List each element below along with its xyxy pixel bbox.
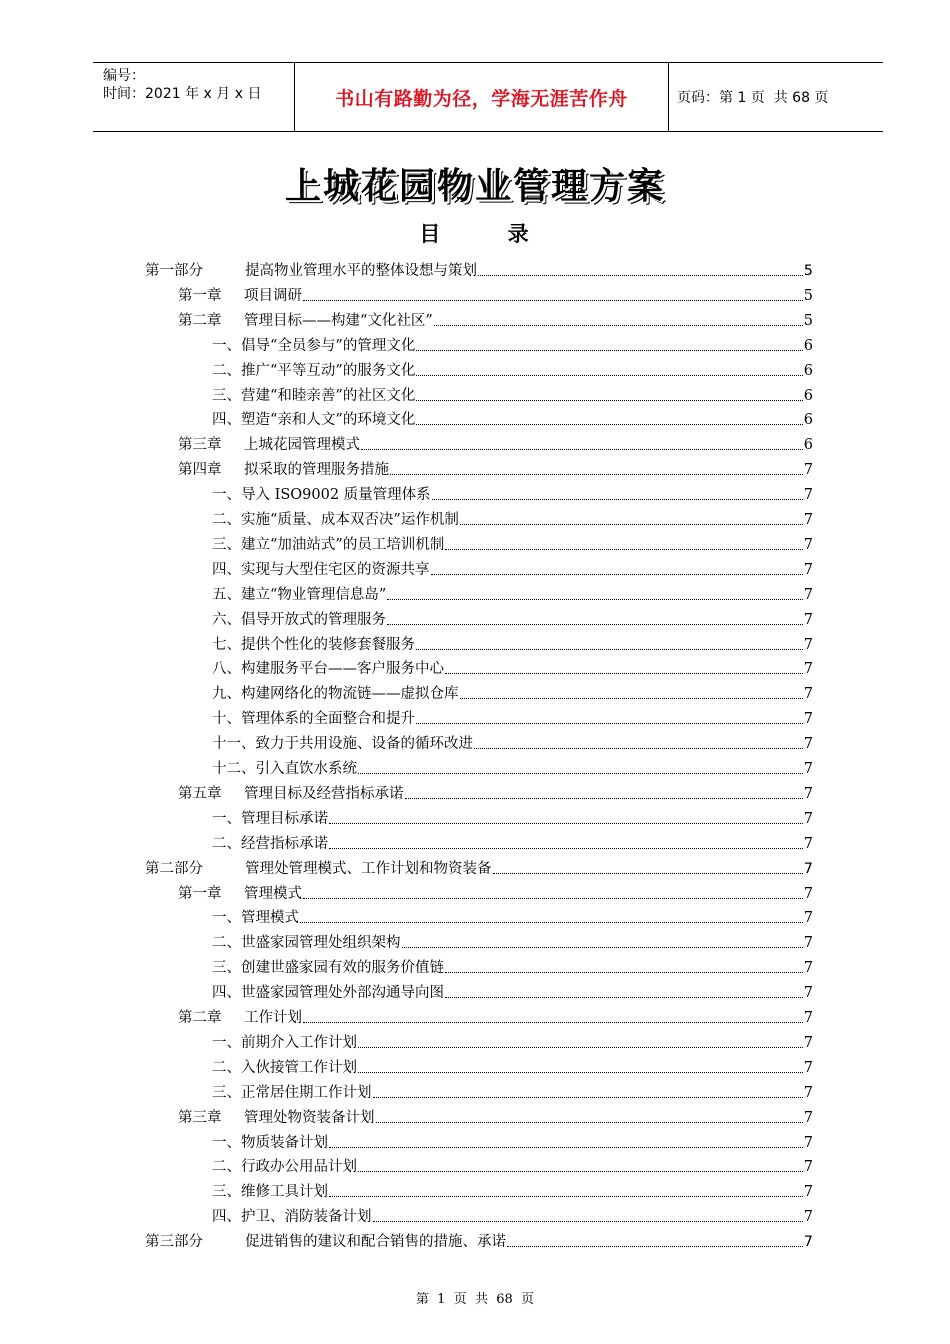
toc-entry[interactable] bbox=[212, 1203, 813, 1227]
toc-entry-title: 二、经营指标承诺 bbox=[212, 835, 328, 852]
toc-entry-page: 7 bbox=[803, 661, 813, 678]
toc-leader-dots bbox=[303, 300, 803, 301]
toc-entry-page: 7 bbox=[803, 536, 813, 553]
toc-leader-dots bbox=[376, 1122, 803, 1123]
toc-entry-page: 5 bbox=[803, 263, 813, 279]
toc-leader-dots bbox=[329, 823, 803, 824]
toc-entry-title: 四、实现与大型住宅区的资源共享 bbox=[212, 561, 430, 578]
toc-entry[interactable] bbox=[212, 954, 813, 978]
toc-entry-page: 7 bbox=[803, 686, 813, 703]
toc-leader-dots bbox=[416, 400, 802, 401]
toc-entry[interactable] bbox=[212, 680, 813, 704]
toc-entry[interactable] bbox=[212, 705, 813, 729]
toc-leader-dots bbox=[460, 524, 803, 525]
toc-entry[interactable] bbox=[212, 531, 813, 555]
document-title: 上城花园物业管理方案 bbox=[284, 166, 665, 207]
toc-entry-title: 管理目标及经营指标承诺 bbox=[244, 785, 404, 802]
toc-entry-title: 管理目标——构建“文化社区” bbox=[244, 312, 433, 329]
toc-entry-title: 促进销售的建议和配合销售的措施、承诺 bbox=[245, 1234, 506, 1251]
toc-entry-page: 7 bbox=[803, 761, 813, 777]
toc-leader-dots bbox=[361, 449, 803, 450]
toc-entry-page: 7 bbox=[803, 810, 813, 827]
toc-entry-page: 7 bbox=[803, 586, 813, 603]
toc-entry[interactable] bbox=[212, 506, 813, 530]
toc-entry-page: 7 bbox=[803, 611, 813, 628]
toc-leader-dots bbox=[329, 1147, 803, 1148]
toc-entry-title: 四、塑造“亲和人文”的环境文化 bbox=[212, 412, 416, 429]
toc-leader-dots bbox=[434, 325, 803, 326]
toc-entry-page: 7 bbox=[803, 785, 813, 802]
toc-entry-title: 六、倡导开放式的管理服务 bbox=[212, 611, 386, 628]
toc-leader-dots bbox=[402, 947, 803, 948]
toc-entry-page: 7 bbox=[803, 935, 813, 952]
toc-entry-page: 7 bbox=[803, 636, 813, 653]
toc-entry-number: 第三章 bbox=[178, 1109, 222, 1126]
toc-leader-dots bbox=[507, 1246, 803, 1247]
toc-entry-number: 第一章 bbox=[178, 287, 222, 304]
toc-heading: 目 录 bbox=[419, 222, 559, 246]
toc-entry[interactable] bbox=[145, 1228, 813, 1252]
toc-entry[interactable] bbox=[212, 1029, 813, 1053]
toc-entry-title: 三、营建“和睦亲善”的社区文化 bbox=[212, 387, 416, 404]
toc-entry-title: 四、世盛家园管理处外部沟通导向图 bbox=[212, 985, 444, 1002]
toc-leader-dots bbox=[460, 698, 803, 699]
toc-entry[interactable] bbox=[212, 332, 813, 356]
toc-entry-page: 7 bbox=[803, 711, 813, 728]
toc-entry-number: 第二章 bbox=[178, 312, 222, 329]
toc-entry-title: 三、正常居住期工作计划 bbox=[212, 1084, 372, 1101]
toc-leader-dots bbox=[416, 723, 803, 724]
toc-leader-dots bbox=[303, 898, 803, 899]
toc-entry-page: 6 bbox=[803, 437, 813, 454]
toc-leader-dots bbox=[358, 1047, 803, 1048]
toc-entry[interactable] bbox=[178, 880, 813, 904]
toc-leader-dots bbox=[431, 574, 803, 575]
toc-leader-dots bbox=[474, 748, 803, 749]
toc-entry-title: 七、提供个性化的装修套餐服务 bbox=[212, 636, 415, 653]
toc-leader-dots bbox=[416, 424, 802, 425]
toc-entry[interactable] bbox=[178, 1004, 813, 1028]
toc-leader-dots bbox=[416, 350, 802, 351]
header-meta bbox=[93, 63, 293, 131]
toc-entry-page: 7 bbox=[803, 885, 813, 902]
toc-entry-number: 第四章 bbox=[178, 462, 222, 479]
doc-number-label: 编号： bbox=[103, 68, 145, 84]
toc-entry[interactable] bbox=[178, 431, 813, 455]
toc-leader-dots bbox=[445, 673, 803, 674]
toc-leader-dots bbox=[445, 549, 802, 550]
toc-entry[interactable] bbox=[212, 631, 813, 655]
toc-entry[interactable] bbox=[178, 282, 813, 306]
toc-leader-dots bbox=[373, 1221, 803, 1222]
toc-entry[interactable] bbox=[212, 406, 813, 430]
toc-entry-title: 十二、引入直饮水系统 bbox=[212, 761, 357, 777]
toc-entry-title: 工作计划 bbox=[244, 1010, 302, 1026]
toc-entry-title: 一、管理模式 bbox=[212, 910, 299, 927]
toc-entry-title: 九、构建网络化的物流链——虚拟仓库 bbox=[212, 686, 459, 703]
header-page-info bbox=[669, 63, 883, 131]
toc-entry[interactable] bbox=[212, 904, 813, 928]
toc-entry-title: 二、入伙接管工作计划 bbox=[212, 1059, 357, 1076]
toc-entry-page: 6 bbox=[803, 362, 813, 379]
toc-entry[interactable] bbox=[212, 805, 813, 829]
toc-entry-page: 7 bbox=[803, 985, 813, 1002]
toc-entry-page: 7 bbox=[803, 1234, 813, 1251]
toc-entry[interactable] bbox=[212, 581, 813, 605]
time-label: 时间：2021 年 x 月 x 日 bbox=[103, 86, 262, 102]
toc-entry-page: 7 bbox=[803, 1209, 813, 1226]
toc-entry-title: 一、倡导“全员参与”的管理文化 bbox=[212, 337, 416, 354]
toc-entry[interactable] bbox=[178, 307, 813, 331]
toc-leader-dots bbox=[358, 773, 803, 774]
toc-leader-dots bbox=[416, 649, 803, 650]
toc-entry-page: 6 bbox=[803, 337, 813, 354]
toc-entry-title: 二、实施“质量、成本双否决”运作机制 bbox=[212, 512, 459, 528]
toc-entry-number: 第一部分 bbox=[145, 263, 203, 279]
toc-entry-title: 二、推广“平等互动”的服务文化 bbox=[212, 362, 416, 379]
page-label: 页码：第 1 页 共 68 页 bbox=[677, 90, 829, 106]
toc-entry-title: 八、构建服务平台——客户服务中心 bbox=[212, 661, 444, 678]
toc-entry[interactable] bbox=[212, 1079, 813, 1103]
toc-entry[interactable] bbox=[212, 382, 813, 406]
toc-leader-dots bbox=[493, 873, 803, 874]
toc-entry-number: 第五章 bbox=[178, 785, 222, 802]
toc-entry[interactable] bbox=[212, 1054, 813, 1078]
toc-entry-number: 第二部分 bbox=[145, 860, 203, 877]
toc-entry-title: 提高物业管理水平的整体设想与策划 bbox=[245, 263, 477, 279]
toc-entry-page: 7 bbox=[803, 512, 813, 528]
toc-entry[interactable] bbox=[212, 1129, 813, 1153]
toc-entry[interactable] bbox=[178, 780, 813, 804]
toc-entry[interactable] bbox=[212, 730, 813, 754]
toc-entry[interactable] bbox=[212, 979, 813, 1003]
toc-entry-page: 6 bbox=[803, 387, 813, 404]
toc-entry-title: 一、管理目标承诺 bbox=[212, 810, 328, 827]
page-footer bbox=[0, 1288, 950, 1307]
toc-leader-dots bbox=[445, 972, 803, 973]
toc-entry-page: 7 bbox=[803, 1010, 813, 1026]
toc-entry-page: 7 bbox=[803, 561, 813, 578]
toc-entry-page: 7 bbox=[803, 462, 813, 479]
toc-leader-dots bbox=[329, 1196, 803, 1197]
page-header bbox=[93, 62, 883, 132]
toc-entry-page: 7 bbox=[803, 960, 813, 977]
toc-entry[interactable] bbox=[212, 556, 813, 580]
toc-entry-page: 7 bbox=[803, 1184, 813, 1201]
toc-leader-dots bbox=[390, 474, 803, 475]
toc-entry-page: 6 bbox=[803, 412, 813, 429]
toc-entry-number: 第三章 bbox=[178, 437, 222, 454]
toc-entry-page: 7 bbox=[803, 1159, 813, 1176]
toc-entry[interactable] bbox=[212, 481, 813, 505]
toc-leader-dots bbox=[432, 499, 803, 500]
toc-entry-page: 7 bbox=[803, 736, 813, 753]
toc-entry-title: 一、导入 ISO9002 质量管理体系 bbox=[212, 487, 431, 504]
toc-entry-title: 四、护卫、消防装备计划 bbox=[212, 1209, 372, 1226]
toc-entry[interactable] bbox=[212, 357, 813, 381]
toc-entry[interactable] bbox=[178, 456, 813, 480]
toc-entry-page: 7 bbox=[803, 487, 813, 504]
toc-leader-dots bbox=[303, 1022, 803, 1023]
toc-entry-title: 管理处物资装备计划 bbox=[244, 1109, 375, 1126]
toc-entry-page: 7 bbox=[803, 860, 813, 877]
toc-entry-page: 7 bbox=[803, 1109, 813, 1126]
toc-entry-title: 一、前期介入工作计划 bbox=[212, 1034, 357, 1051]
toc-leader-dots bbox=[358, 1072, 803, 1073]
toc-entry[interactable] bbox=[145, 855, 813, 879]
toc-leader-dots bbox=[300, 922, 803, 923]
toc-leader-dots bbox=[387, 599, 802, 600]
toc-entry[interactable] bbox=[212, 1178, 813, 1202]
toc-entry-title: 三、创建世盛家园有效的服务价值链 bbox=[212, 960, 444, 977]
toc-entry-title: 拟采取的管理服务措施 bbox=[244, 462, 389, 479]
toc-leader-dots bbox=[387, 624, 803, 625]
toc-entry[interactable] bbox=[212, 755, 813, 779]
toc-entry-page: 7 bbox=[803, 1059, 813, 1076]
toc-entry-page: 5 bbox=[803, 312, 813, 329]
toc-entry-title: 五、建立“物业管理信息岛” bbox=[212, 586, 387, 603]
toc-entry-page: 7 bbox=[803, 910, 813, 927]
toc-entry-number: 第三部分 bbox=[145, 1234, 203, 1251]
toc-entry[interactable] bbox=[212, 655, 813, 679]
toc-entry[interactable] bbox=[145, 257, 813, 281]
toc-entry-page: 7 bbox=[803, 835, 813, 852]
toc-entry-title: 上城花园管理模式 bbox=[244, 437, 360, 454]
toc-leader-dots bbox=[358, 1171, 803, 1172]
toc-entry[interactable] bbox=[212, 929, 813, 953]
toc-entry-page: 5 bbox=[803, 287, 813, 304]
toc-leader-dots bbox=[329, 848, 803, 849]
toc-entry-page: 7 bbox=[803, 1134, 813, 1151]
toc-entry[interactable] bbox=[178, 1104, 813, 1128]
toc-entry-title: 十、管理体系的全面整合和提升 bbox=[212, 711, 415, 728]
toc-entry[interactable] bbox=[212, 1153, 813, 1177]
toc-entry-title: 二、世盛家园管理处组织架构 bbox=[212, 935, 401, 952]
toc-entry-page: 7 bbox=[803, 1034, 813, 1051]
toc-entry-number: 第二章 bbox=[178, 1010, 222, 1026]
toc-leader-dots bbox=[373, 1097, 803, 1098]
toc-entry-page: 7 bbox=[803, 1084, 813, 1101]
toc-entry[interactable] bbox=[212, 830, 813, 854]
toc-leader-dots bbox=[416, 375, 802, 376]
toc-entry-title: 二、行政办公用品计划 bbox=[212, 1159, 357, 1176]
toc-entry-number: 第一章 bbox=[178, 885, 222, 902]
header-motto: 书山有路勤为径，学海无涯苦作舟 bbox=[294, 63, 669, 131]
toc-entry-title: 三、维修工具计划 bbox=[212, 1184, 328, 1201]
toc-entry-title: 一、物质装备计划 bbox=[212, 1134, 328, 1151]
toc-leader-dots bbox=[445, 997, 803, 998]
toc-entry-title: 项目调研 bbox=[244, 287, 302, 304]
toc-leader-dots bbox=[405, 798, 803, 799]
toc-entry-title: 十一、致力于共用设施、设备的循环改进 bbox=[212, 736, 473, 753]
toc-entry-title: 三、建立“加油站式”的员工培训机制 bbox=[212, 536, 445, 553]
toc-entry-title: 管理模式 bbox=[244, 885, 302, 902]
toc-entry-title: 管理处管理模式、工作计划和物资装备 bbox=[245, 860, 492, 877]
footer-page-number: 第 1 页 共 68 页 bbox=[415, 1292, 535, 1307]
toc-leader-dots bbox=[478, 275, 803, 276]
toc-entry[interactable] bbox=[212, 606, 813, 630]
